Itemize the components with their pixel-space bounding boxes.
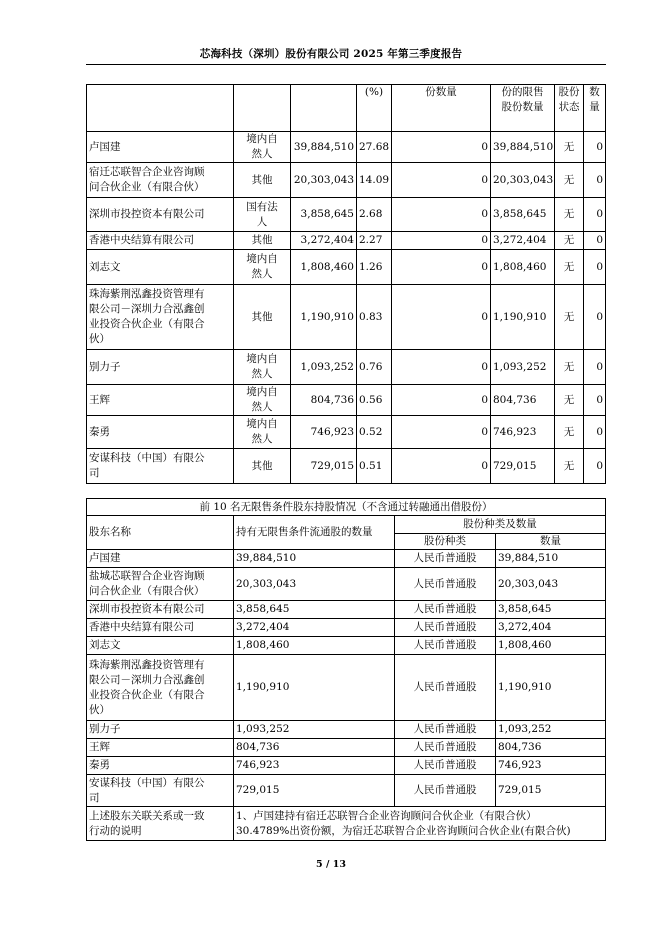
share-qty: 1,808,460 bbox=[496, 637, 606, 655]
lent-shares: 0 bbox=[392, 350, 491, 385]
percentage: 14.09 bbox=[357, 163, 392, 198]
page-number: 5 / 13 bbox=[316, 859, 346, 870]
holder-type: 境内自 然人 bbox=[234, 350, 291, 385]
table-row bbox=[87, 601, 606, 619]
unrestricted-shares: 729,015 bbox=[234, 775, 395, 807]
table-row bbox=[87, 568, 606, 601]
holder-type: 其他 bbox=[234, 285, 291, 350]
restricted-shares: 39,884,510 bbox=[491, 132, 555, 163]
shares-held: 804,736 bbox=[291, 385, 357, 416]
pledge-status: 无 bbox=[555, 449, 584, 484]
pledge-qty: 0 bbox=[584, 232, 606, 250]
share-type: 人民币普通股 bbox=[395, 655, 496, 721]
holder-type: 其他 bbox=[234, 449, 291, 484]
table-row bbox=[87, 163, 606, 198]
table-header-row bbox=[87, 85, 606, 132]
holder-name: 深圳市投控资本有限公司 bbox=[87, 601, 234, 619]
pledge-status: 无 bbox=[555, 163, 584, 198]
holder-type: 境内自 然人 bbox=[234, 416, 291, 449]
table-row bbox=[87, 721, 606, 739]
table-row bbox=[87, 739, 606, 757]
col-holder-header: 股东名称 bbox=[87, 516, 234, 550]
holder-name: 王辉 bbox=[87, 385, 234, 416]
share-type: 人民币普通股 bbox=[395, 757, 496, 775]
pledge-status: 无 bbox=[555, 198, 584, 232]
share-type: 人民币普通股 bbox=[395, 637, 496, 655]
percentage: 1.26 bbox=[357, 250, 392, 285]
holder-name: 秦勇 bbox=[87, 757, 234, 775]
unrestricted-shares: 3,858,645 bbox=[234, 601, 395, 619]
unrestricted-shares: 39,884,510 bbox=[234, 550, 395, 568]
lent-shares: 0 bbox=[392, 132, 491, 163]
share-qty: 729,015 bbox=[496, 775, 606, 807]
pledge-status: 无 bbox=[555, 350, 584, 385]
restricted-shares: 3,272,404 bbox=[491, 232, 555, 250]
percentage: 0.51 bbox=[357, 449, 392, 484]
share-qty: 804,736 bbox=[496, 739, 606, 757]
header-cell: (%) bbox=[357, 85, 392, 132]
holder-type: 其他 bbox=[234, 232, 291, 250]
holder-name: 王辉 bbox=[87, 739, 234, 757]
table-row bbox=[87, 132, 606, 163]
pledge-qty: 0 bbox=[584, 250, 606, 285]
holder-type: 境内自 然人 bbox=[234, 250, 291, 285]
pledge-status: 无 bbox=[555, 132, 584, 163]
pledge-qty: 0 bbox=[584, 350, 606, 385]
share-qty: 3,272,404 bbox=[496, 619, 606, 637]
pledge-qty: 0 bbox=[584, 449, 606, 484]
pledge-qty: 0 bbox=[584, 416, 606, 449]
lent-shares: 0 bbox=[392, 385, 491, 416]
shares-held: 20,303,043 bbox=[291, 163, 357, 198]
holder-name: 卢国建 bbox=[87, 550, 234, 568]
lent-shares: 0 bbox=[392, 198, 491, 232]
pledge-status: 无 bbox=[555, 285, 584, 350]
percentage: 0.56 bbox=[357, 385, 392, 416]
unrestricted-shares: 3,272,404 bbox=[234, 619, 395, 637]
shares-held: 39,884,510 bbox=[291, 132, 357, 163]
header-cell: 份数量 bbox=[392, 85, 491, 132]
share-type: 人民币普通股 bbox=[395, 601, 496, 619]
header-rule bbox=[86, 64, 606, 65]
table-row bbox=[87, 285, 606, 350]
lent-shares: 0 bbox=[392, 416, 491, 449]
holder-type: 境内自 然人 bbox=[234, 132, 291, 163]
unrestricted-shareholders-table bbox=[86, 498, 606, 841]
holder-name: 珠海紫荆泓鑫投资管理有 限公司－深圳力合泓鑫创 业投资合伙企业（有限合 伙） bbox=[87, 655, 234, 721]
restricted-shares: 746,923 bbox=[491, 416, 555, 449]
holder-name: 刘志文 bbox=[87, 637, 234, 655]
holder-name: 珠海紫荆泓鑫投资管理有 限公司－深圳力合泓鑫创 业投资合伙企业（有限合 伙） bbox=[87, 285, 234, 350]
holder-name: 别力子 bbox=[87, 721, 234, 739]
header-cell: 数 量 bbox=[584, 85, 606, 132]
restricted-shares: 729,015 bbox=[491, 449, 555, 484]
share-qty: 1,190,910 bbox=[496, 655, 606, 721]
unrestricted-shares: 20,303,043 bbox=[234, 568, 395, 601]
share-type: 人民币普通股 bbox=[395, 721, 496, 739]
holder-type: 境内自 然人 bbox=[234, 385, 291, 416]
top-shareholders-table bbox=[86, 84, 606, 484]
table-row bbox=[87, 775, 606, 807]
restricted-shares: 804,736 bbox=[491, 385, 555, 416]
pledge-status: 无 bbox=[555, 385, 584, 416]
lent-shares: 0 bbox=[392, 232, 491, 250]
table-row bbox=[87, 619, 606, 637]
col-qty-header: 数量 bbox=[496, 534, 606, 550]
share-qty: 3,858,645 bbox=[496, 601, 606, 619]
table-row bbox=[87, 232, 606, 250]
holder-name: 刘志文 bbox=[87, 250, 234, 285]
lent-shares: 0 bbox=[392, 250, 491, 285]
share-type: 人民币普通股 bbox=[395, 739, 496, 757]
table-row bbox=[87, 198, 606, 232]
lent-shares: 0 bbox=[392, 163, 491, 198]
table-row bbox=[87, 757, 606, 775]
table-row bbox=[87, 449, 606, 484]
table-row bbox=[87, 350, 606, 385]
pledge-status: 无 bbox=[555, 250, 584, 285]
table-row bbox=[87, 550, 606, 568]
holder-name: 安谋科技（中国）有限公 司 bbox=[87, 449, 234, 484]
header-cell bbox=[234, 85, 291, 132]
pledge-status: 无 bbox=[555, 416, 584, 449]
col-type-header: 股份种类 bbox=[395, 534, 496, 550]
col-type-group-header: 股份种类及数量 bbox=[395, 516, 606, 534]
pledge-qty: 0 bbox=[584, 132, 606, 163]
holder-name: 香港中央结算有限公司 bbox=[87, 232, 234, 250]
unrestricted-shares: 1,190,910 bbox=[234, 655, 395, 721]
relation-text: 1、卢国建持有宿迁芯联智合企业咨询顾问合伙企业（有限合伙） 30.4789%出资份额，为宿迁芯联智合企业咨询顾问合伙企业(有限合伙) bbox=[234, 807, 606, 841]
table-row bbox=[87, 250, 606, 285]
unrestricted-shares: 804,736 bbox=[234, 739, 395, 757]
percentage: 27.68 bbox=[357, 132, 392, 163]
share-type: 人民币普通股 bbox=[395, 568, 496, 601]
unrestricted-shares: 1,093,252 bbox=[234, 721, 395, 739]
share-qty: 1,093,252 bbox=[496, 721, 606, 739]
relation-label: 上述股东关联关系或一致 行动的说明 bbox=[87, 807, 234, 841]
percentage: 2.68 bbox=[357, 198, 392, 232]
share-qty: 39,884,510 bbox=[496, 550, 606, 568]
unrestricted-shares: 1,808,460 bbox=[234, 637, 395, 655]
share-type: 人民币普通股 bbox=[395, 550, 496, 568]
pledge-qty: 0 bbox=[584, 285, 606, 350]
holder-name: 深圳市投控资本有限公司 bbox=[87, 198, 234, 232]
holder-name: 香港中央结算有限公司 bbox=[87, 619, 234, 637]
holder-name: 卢国建 bbox=[87, 132, 234, 163]
share-type: 人民币普通股 bbox=[395, 775, 496, 807]
holder-name: 安谋科技（中国）有限公 司 bbox=[87, 775, 234, 807]
table-row bbox=[87, 385, 606, 416]
report-header: 芯海科技（深圳）股份有限公司 2025 年第三季度报告 bbox=[199, 48, 463, 60]
percentage: 0.52 bbox=[357, 416, 392, 449]
shares-held: 1,093,252 bbox=[291, 350, 357, 385]
table-row bbox=[87, 655, 606, 721]
restricted-shares: 1,190,910 bbox=[491, 285, 555, 350]
share-qty: 20,303,043 bbox=[496, 568, 606, 601]
col-shares-header: 持有无限售条件流通股的数量 bbox=[234, 516, 395, 550]
shares-held: 729,015 bbox=[291, 449, 357, 484]
restricted-shares: 20,303,043 bbox=[491, 163, 555, 198]
pledge-qty: 0 bbox=[584, 163, 606, 198]
lent-shares: 0 bbox=[392, 285, 491, 350]
header-cell: 份的限售 股份数量 bbox=[491, 85, 555, 132]
share-qty: 746,923 bbox=[496, 757, 606, 775]
unrestricted-shares: 746,923 bbox=[234, 757, 395, 775]
percentage: 0.76 bbox=[357, 350, 392, 385]
header-cell: 股份 状态 bbox=[555, 85, 584, 132]
lent-shares: 0 bbox=[392, 449, 491, 484]
table-row bbox=[87, 416, 606, 449]
pledge-qty: 0 bbox=[584, 198, 606, 232]
restricted-shares: 1,093,252 bbox=[491, 350, 555, 385]
pledge-status: 无 bbox=[555, 232, 584, 250]
holder-name: 别力子 bbox=[87, 350, 234, 385]
holder-type: 其他 bbox=[234, 163, 291, 198]
header-cell bbox=[291, 85, 357, 132]
table-title: 前 10 名无限售条件股东持股情况（不含通过转融通出借股份） bbox=[87, 499, 606, 516]
shares-held: 746,923 bbox=[291, 416, 357, 449]
percentage: 0.83 bbox=[357, 285, 392, 350]
header-cell bbox=[87, 85, 234, 132]
restricted-shares: 3,858,645 bbox=[491, 198, 555, 232]
table-row bbox=[87, 637, 606, 655]
percentage: 2.27 bbox=[357, 232, 392, 250]
share-type: 人民币普通股 bbox=[395, 619, 496, 637]
shares-held: 1,190,910 bbox=[291, 285, 357, 350]
shares-held: 3,858,645 bbox=[291, 198, 357, 232]
shares-held: 3,272,404 bbox=[291, 232, 357, 250]
shares-held: 1,808,460 bbox=[291, 250, 357, 285]
holder-type: 国有法 人 bbox=[234, 198, 291, 232]
pledge-qty: 0 bbox=[584, 385, 606, 416]
holder-name: 秦勇 bbox=[87, 416, 234, 449]
holder-name: 宿迁芯联智合企业咨询顾 问合伙企业（有限合伙） bbox=[87, 163, 234, 198]
restricted-shares: 1,808,460 bbox=[491, 250, 555, 285]
holder-name: 盐城芯联智合企业咨询顾 问合伙企业（有限合伙） bbox=[87, 568, 234, 601]
